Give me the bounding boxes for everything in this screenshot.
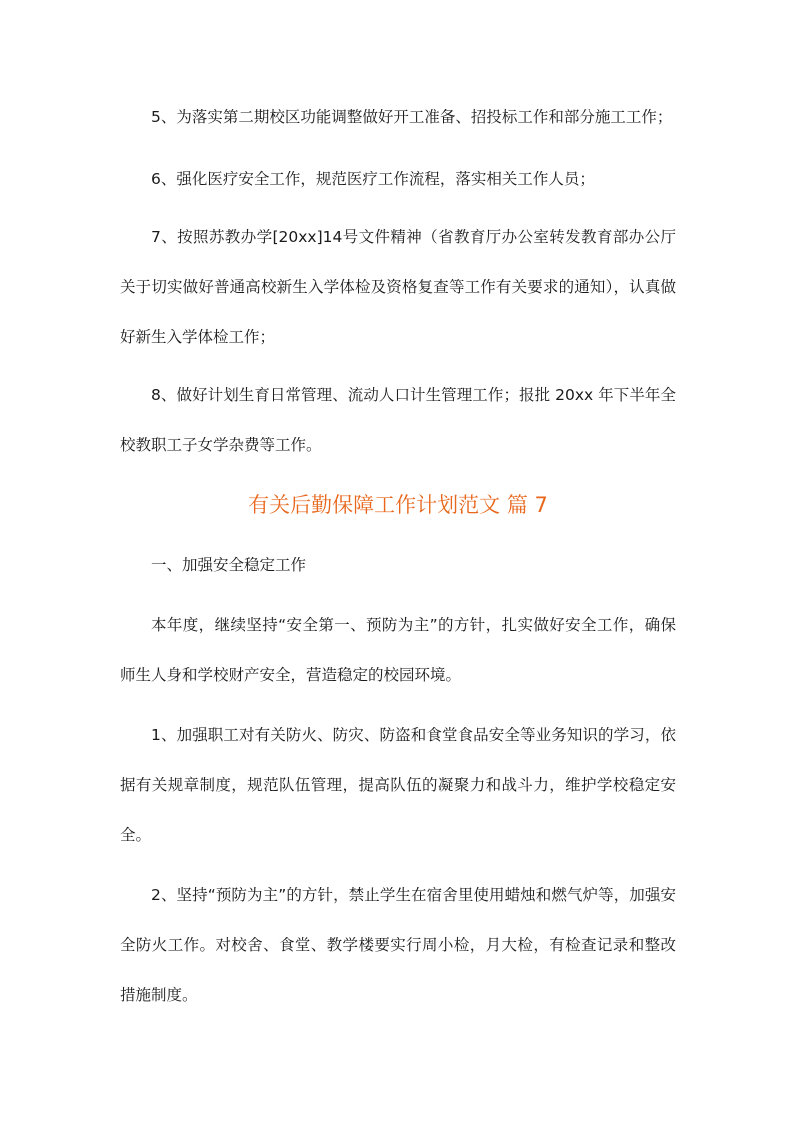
- section-heading: 有关后勤保障工作计划范文 篇 7: [248, 493, 548, 517]
- paragraph-item-7: 7、按照苏教办学[20xx]14号文件精神（省教育厅办公室转发教育部办公厅关于切实做好普通高校新生入学体检及资格复查等工作有关要求的通知），认真做好新生入学体检工作；: [120, 228, 676, 346]
- paragraph-safety-item-2: 2、坚持“预防为主”的方针，禁止学生在宿舍里使用蜡烛和燃气炉等，加强安全防火工作。对校舍、食堂、教学楼要实行周小检，月大检，有检查记录和整改措施制度。: [120, 886, 676, 1004]
- paragraph-item-8: 8、做好计划生育日常管理、流动人口计生管理工作；报批 20xx 年下半年全校教职工子女学杂费等工作。: [120, 386, 676, 454]
- subheading-safety: 一、加强安全稳定工作: [151, 556, 307, 574]
- paragraph-item-6: 6、强化医疗安全工作，规范医疗工作流程，落实相关工作人员；: [151, 170, 595, 188]
- paragraph-item-5: 5、为落实第二期校区功能调整做好开工准备、招投标工作和部分施工工作；: [151, 108, 673, 126]
- document-page: [120, 92, 676, 1020]
- paragraph-intro: 本年度，继续坚持“安全第一、预防为主”的方针，扎实做好安全工作，确保师生人身和学校财产安全，营造稳定的校园环境。: [120, 616, 676, 684]
- paragraph-safety-item-1: 1、加强职工对有关防火、防灾、防盗和食堂食品安全等业务知识的学习，依据有关规章制度，规范队伍管理，提高队伍的凝聚力和战斗力，维护学校稳定安全。: [120, 726, 676, 844]
